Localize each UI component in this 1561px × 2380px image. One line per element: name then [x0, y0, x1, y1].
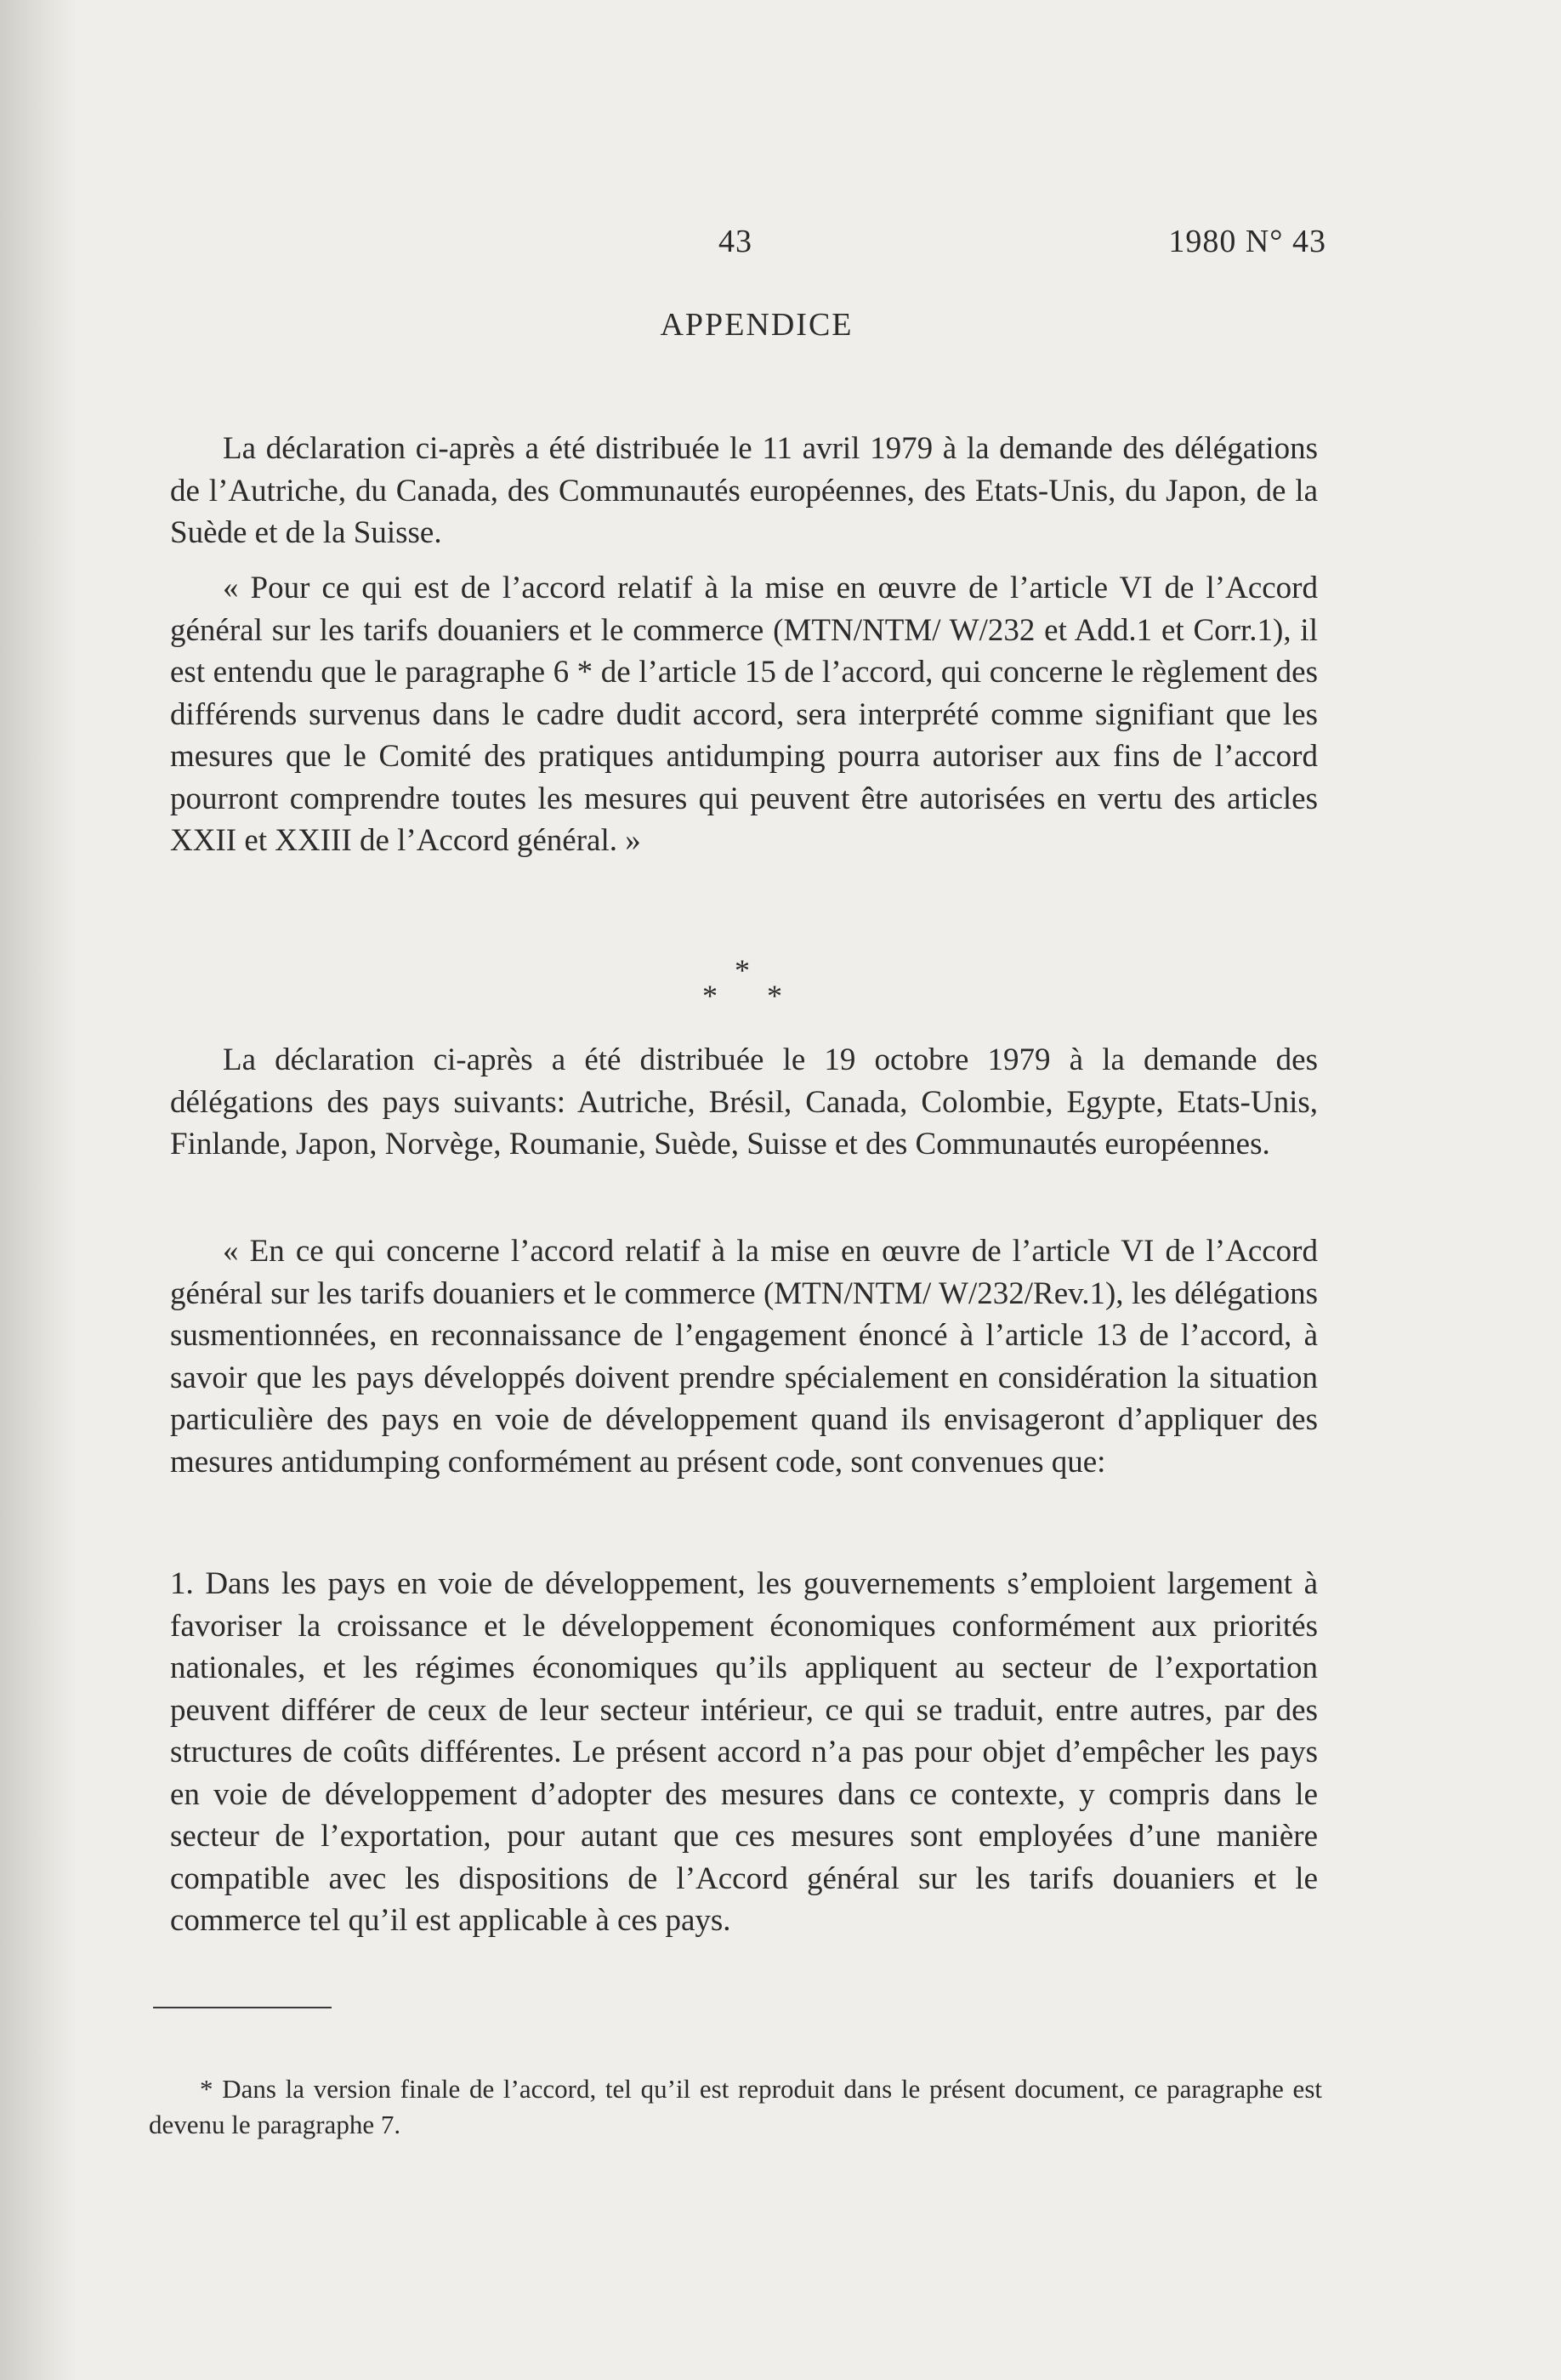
paragraph-text: La déclaration ci-après a été distribuée le 11 avril 1979 à la demande des délégations de l’Autriche, du Canada, des Communautés européennes, des Etats-Unis, du Japon, de la Suède et de la Suisse. — [170, 431, 1318, 550]
separator-star: * — [767, 979, 782, 1013]
paragraph-quote-article-15 — [170, 567, 1318, 862]
series-reference: 1980 N° 43 — [1168, 224, 1326, 259]
separator-star: * — [735, 953, 750, 987]
section-title: APPENDICE — [660, 307, 854, 343]
paragraph-text: 1. Dans les pays en voie de développement, les gouvernements s’emploient largement à favoriser la croissance et le développement économiques conformément aux priorités nationales, et les régimes économiques qu’ils appliquent au secteur de l’exportation peuvent différer de ceux de leur secteur intérieur, ce qui se traduit, entre autres, par des structures de coûts différentes. Le présent accord n’a pas pour objet d’empêcher les pays en voie de développement d’adopter des mesures dans ce contexte, y compris dans le secteur de l’exportation, pour autant que ces mesures sont employées d’une manière compatible avec les dispositions de l’Accord général sur les tarifs douaniers et le commerce tel qu’il est applicable à ces pays. — [170, 1566, 1318, 1938]
paragraph-text: La déclaration ci-après a été distribuée le 19 octobre 1979 à la demande des délégations des pays suivants: Autriche, Brésil, Canada, Colombie, Egypte, Etats-Unis, Finlande, Japon, Norvège, Roumanie, Suède, Suisse et des Communautés européennes. — [170, 1042, 1318, 1162]
footnote-divider — [153, 2007, 332, 2008]
footnote-text: * Dans la version finale de l’accord, tel qu’il est reproduit dans le présent document, ce paragraphe est devenu le paragraphe 7. — [149, 2074, 1322, 2139]
paragraph-text: « En ce qui concerne l’accord relatif à la mise en œuvre de l’article VI de l’Accord général sur les tarifs douaniers et le commerce (MTN/NTM/ W/232/Rev.1), les délégations susmentionnées, en reconnaissance de l’engagement énoncé à l’article 13 de l’accord, à savoir que les pays développés doivent prendre spécialement en considération la situation particulière des pays en voie de développement quand ils envisageront d’appliquer des mesures antidumping conformément au présent code, sont convenues que: — [170, 1234, 1318, 1480]
footnote — [149, 2071, 1322, 2143]
numbered-item-1 — [170, 1563, 1318, 1942]
page-number: 43 — [718, 224, 752, 259]
paragraph-declaration-april — [170, 428, 1318, 554]
paragraph-text: « Pour ce qui est de l’accord relatif à la mise en œuvre de l’article VI de l’Accord général sur les tarifs douaniers et le commerce (MTN/NTM/ W/232 et Add.1 et Corr.1), il est entendu que le paragraphe 6 * de l’article 15 de l’accord, qui concerne le règlement des différends survenus dans le cadre dudit accord, sera interprété comme signifiant que les mesures que le Comité des pratiques antidumping pourra autoriser aux fins de l’accord pourront comprendre toutes les mesures qui peuvent être autorisées en vertu des articles XXII et XXIII de l’Accord général. » — [170, 571, 1318, 858]
paragraph-declaration-october — [170, 1039, 1318, 1166]
paragraph-quote-article-13 — [170, 1230, 1318, 1483]
separator-star: * — [702, 979, 718, 1013]
section-separator — [697, 952, 791, 1012]
